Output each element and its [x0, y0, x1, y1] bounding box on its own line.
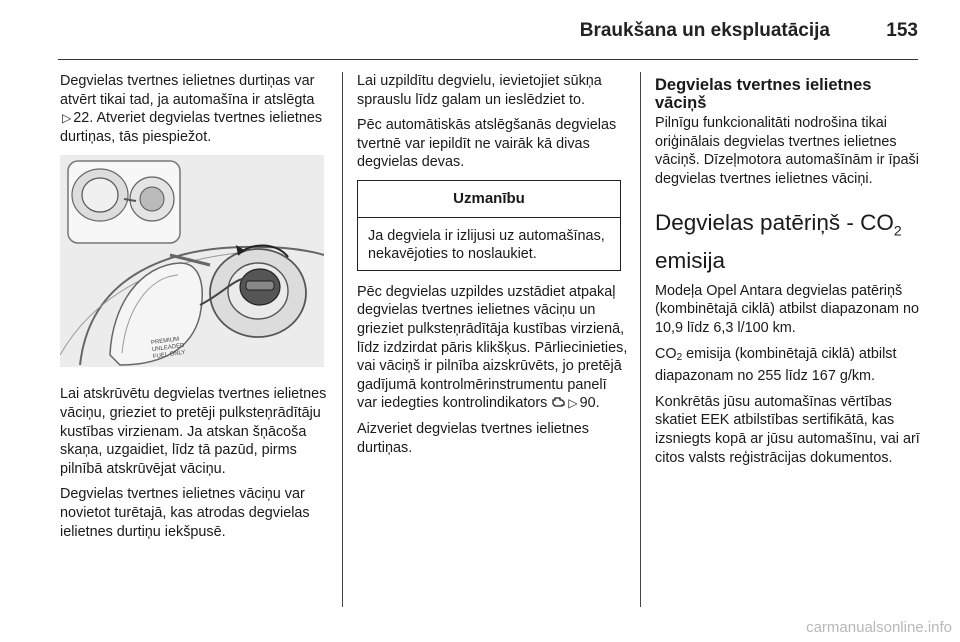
heading-fuel-consumption: Degvielas patēriņš - $CO_2$ emisija	[655, 210, 902, 273]
paragraph-auto-shutoff: Pēc automātiskās atslēgšanās degvielas tvertnē var iepildīt ne vairāk kā divas degvielas devas.	[357, 117, 617, 171]
paragraph-cap-holder: Degvielas tvertnes ielietnes vāciņu var novietot turētajā, kas atrodas degvielas ielietnes durtiņu iekšpusē.	[60, 486, 310, 540]
arrow-right-icon: ▷	[568, 396, 578, 411]
engine-warning-icon	[551, 396, 566, 408]
column-3	[655, 72, 925, 474]
caution-title: Uzmanību	[358, 181, 620, 218]
page-ref: 90	[579, 395, 596, 412]
fuel-cap-drawing	[60, 155, 324, 367]
paragraph-close-door: Aizveriet degvielas tvertnes ielietnes durtiņas.	[357, 420, 589, 456]
column-divider-2	[640, 72, 641, 607]
page-number: 153	[886, 20, 918, 41]
page-header	[0, 0, 960, 62]
caution-box	[357, 180, 621, 271]
paragraph-consumption: Modeļa Opel Antara degvielas patēriņš (kombinētajā ciklā) atbilst diapazonam no 10,9 līdz 6,3 l/100 km.	[655, 282, 919, 337]
watermark: carmanualsonline.info	[806, 619, 952, 636]
paragraph-certificate: Konkrētās jūsu automašīnas vērtības skatiet EEK atbilstības sertifikātā, kas izsniegts kopā ar jūsu automašīnu, vai arī citos valsts reģistrācijas dokumentos.	[655, 393, 920, 466]
caution-text: Ja degviela ir izlijusi uz automašīnas, nekavējoties to noslaukiet.	[368, 227, 605, 263]
header-divider	[58, 59, 918, 60]
page-ref: 22	[73, 110, 90, 127]
paragraph-original-cap: Pilnīgu funkcionalitāti nodrošina tikai oriģinālais degvielas tvertnes ielietnes vāciņš. Dīzeļmotora automašīnām ir īpaši degvielas tvertnes ielietnes vāciņi.	[655, 115, 919, 187]
paragraph-co2: $CO_2$ emisija (kombinētajā ciklā) atbilst diapazonam no 255 līdz 167 g/km.	[655, 345, 897, 385]
column-2	[357, 72, 629, 464]
paragraph-reinstall-cap: Pēc degvielas uzpildes uzstādiet atpakaļ degvielas tvertnes ielietnes vāciņu un grieziet pulksteņrādītāja kustības virzienā, līdz izdzirdat pāris klikšķus. Pārliecinieties, vai vāciņš ir pilnība aizskrūvēts, jo pretējā gadījumā kontrolmērinstrumentu panelī var iedegties kontrolindikators ▷ 90.	[357, 283, 628, 412]
heading-fuel-cap: Degvielas tvertnes ielietnes vāciņš	[655, 76, 872, 112]
section-title: Braukšana un ekspluatācija	[579, 20, 830, 41]
fuel-cap-illustration	[60, 155, 324, 367]
column-divider-1	[342, 72, 343, 607]
paragraph-unscrew-cap: Lai atskrūvētu degvielas tvertnes ielietnes vāciņu, grieziet to pretēji pulksteņrādītāju kustības virzienam. Ja atskan šņācoša skaņa, uzgaidiet, līdz tā pazūd, pirms pilnībā atskrūvējat vāciņu.	[60, 386, 327, 477]
fuel-door-label: PREMIUM UNLEADED FUEL ONLY	[150, 336, 186, 361]
paragraph-fuel-door: Degvielas tvertnes ielietnes durtiņas var atvērt tikai tad, ja automašīna ir atslēgta ▷ 22. Atveriet degvielas tvertnes ielietnes durtiņas, tās piespiežot.	[60, 73, 323, 145]
arrow-right-icon: ▷	[62, 111, 72, 126]
column-1	[60, 72, 328, 548]
paragraph-refuel: Lai uzpildītu degvielu, ievietojiet sūkņa sprauslu līdz galam un ieslēdziet to.	[357, 73, 602, 108]
